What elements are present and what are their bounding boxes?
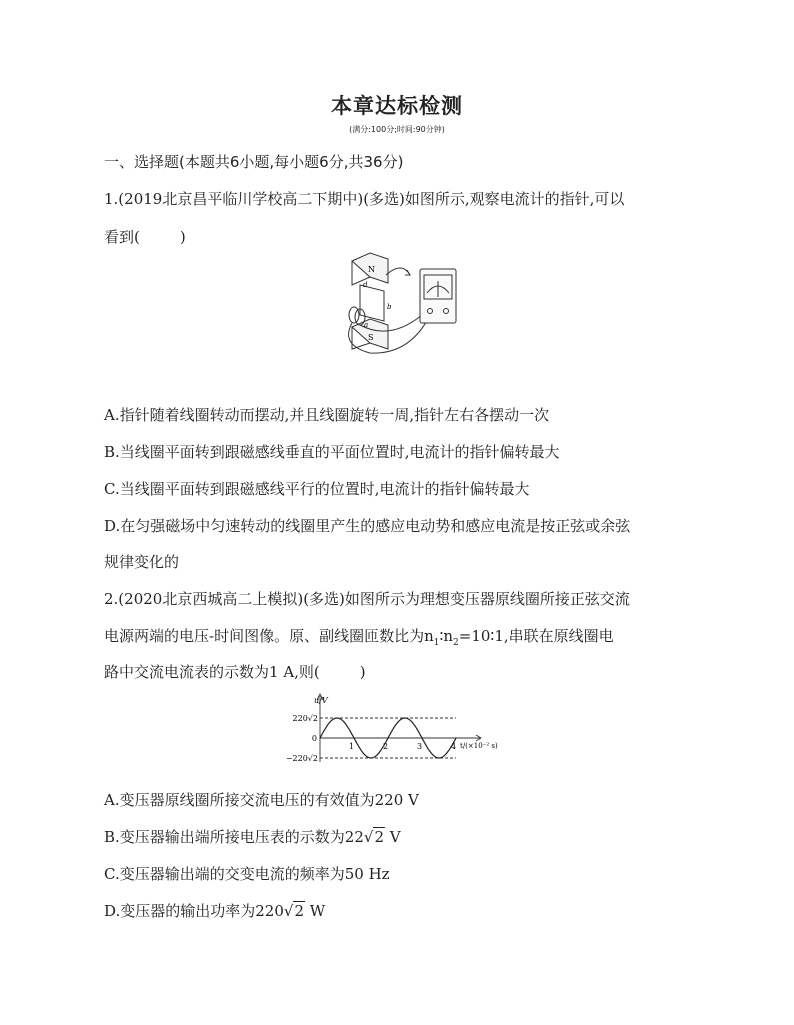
q2-option-c: C.变压器输出端的交变电流的频率为50 Hz [104,865,390,883]
q2-stem-line3-pre: 路中交流电流表的示数为1 A,则( [104,663,320,681]
sqrt-symbol: √2 [283,902,305,920]
x-tick-label: 2 [383,742,389,751]
q2-stem-line3 [104,662,366,682]
section-heading: 一、选择题(本题共6小题,每小题6分,共36分) [104,153,404,171]
q2-option-d [104,901,325,921]
sqrt-symbol: √2 [363,828,384,846]
y-bottom-label: −220√2 [285,754,318,763]
q2-stem-line2 [104,626,614,653]
q1-stem-line2 [104,227,186,247]
voltage-time-chart [280,690,520,770]
coil [360,285,384,321]
q1-stem-line2-post: ) [179,228,186,246]
n2-subscript: 2 [453,638,459,648]
q2-stem-line2-pre: 电源两端的电压-时间图像。原、副线圈匝数比为n [104,627,434,645]
q1-option-c: C.当线圈平面转到跟磁感线平行的位置时,电流计的指针偏转最大 [104,480,530,498]
q2-stem-line2-mid: ∶n [439,627,454,645]
sqrt-radicand: 2 [374,828,384,846]
origin-label: 0 [311,734,317,743]
q1-option-d-line1: D.在匀强磁场中匀速转动的线圈里产生的感应电动势和感应电流是按正弦或余弦 [104,517,631,535]
q2-option-b-pre: B.变压器输出端所接电压表的示数为22 [104,828,364,846]
q2-stem-line2-post: =10∶1,串联在原线圈电 [458,627,614,645]
n1-subscript: 1 [433,638,440,648]
q2-stem-line1: 2.(2020北京西城高二上模拟)(多选)如图所示为理想变压器原线圈所接正弦交流 [104,590,630,608]
x-tick-label: 1 [349,742,355,751]
q2-option-a: A.变压器原线圈所接交流电压的有效值为220 V [104,791,419,809]
q1-stem-line1: 1.(2019北京昌平临川学校高二下期中)(多选)如图所示,观察电流计的指针,可以 [104,190,625,208]
q2-option-d-pre: D.变压器的输出功率为220 [104,902,284,920]
generator-figure [330,245,470,355]
label-s: S [368,333,374,342]
q2-option-d-post: W [305,902,326,920]
x-tick-label: 4 [451,742,457,751]
label-n: N [368,265,375,274]
q1-stem-line2-pre: 看到( [104,228,140,246]
label-d: d [363,281,368,289]
y-axis-label: u/V [314,696,328,705]
x-tick-label: 3 [417,742,423,751]
y-top-label: 220√2 [292,714,318,723]
page-title: 本章达标检测 [331,94,463,118]
q2-option-b [104,827,401,847]
q2-option-b-post: V [385,828,401,846]
label-b: b [387,303,392,311]
x-axis-label: t/(×10⁻² s) [460,742,498,750]
label-a: a [364,321,369,329]
sqrt-radicand: 2 [294,902,305,920]
q1-option-b: B.当线圈平面转到跟磁感线垂直的平面位置时,电流计的指针偏转最大 [104,443,560,461]
q1-option-d-line2: 规律变化的 [104,553,180,571]
q1-option-a: A.指针随着线圈转动而摆动,并且线圈旋转一周,指针左右各摆动一次 [104,406,550,424]
page-subtitle: (满分:100分;时间:90分钟) [349,125,445,134]
q2-stem-line3-post: ) [359,663,366,681]
